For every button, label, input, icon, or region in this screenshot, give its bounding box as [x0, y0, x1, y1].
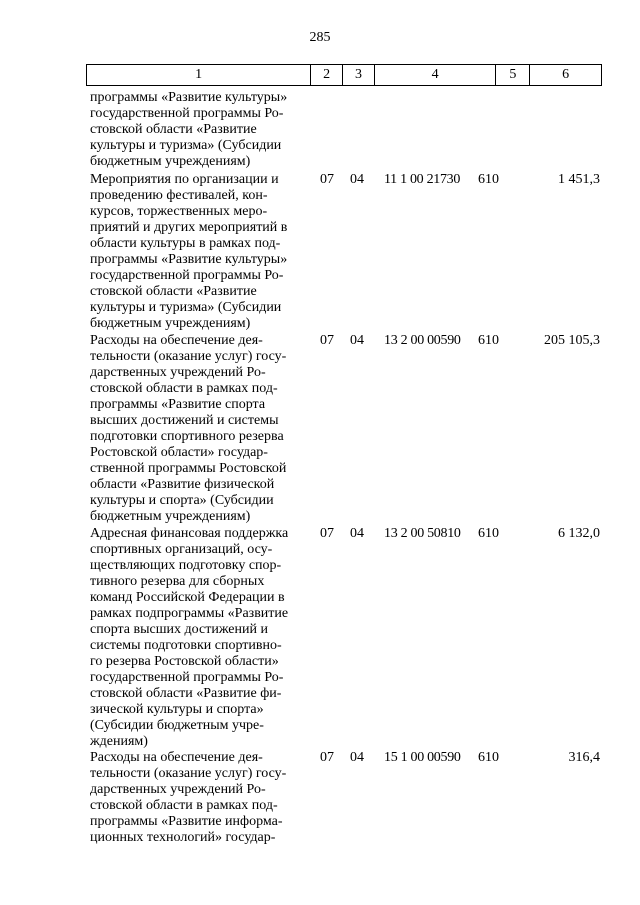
page-number: 285 — [309, 30, 331, 45]
column-header-3: 3 — [342, 65, 374, 85]
row-description: Мероприятия по организации и проведению фестивалей, кон- курсов, торжественных меро- приятий и других мероприятий в области культуры в рамках под- программы «Развитие культуры» государственной программы Ро- стовской области «Развитие культуры и туризма» (Субсидии бюджетным учреждениям) — [90, 172, 288, 331]
section-code: 07 — [320, 750, 334, 765]
section-code: 07 — [320, 526, 334, 541]
row-description: программы «Развитие культуры» государственной программы Ро- стовской области «Развитие культуры и туризма» (Субсидии бюджетным учреждениям) — [90, 90, 288, 169]
section-code: 07 — [320, 172, 334, 187]
amount-value: 205 105,3 — [544, 333, 600, 348]
expense-type-code: 610 — [478, 526, 499, 541]
column-header-4: 4 — [374, 65, 496, 85]
column-header-1: 1 — [195, 67, 203, 82]
row-description: Расходы на обеспечение дея- тельности (оказание услуг) госу- дарственных учреждений Ро- стовской области в рамках под- программы «Развитие спорта высших достижений и системы подготовки спортивного резерва Ростовской области» государ- ственной программы Ростовской области «Развитие физической культуры и спорта» (Субсидии бюджетным учреждениям) — [90, 333, 287, 524]
target-article-code: 13 2 00 50810 — [384, 526, 461, 541]
section-code: 07 — [320, 333, 334, 348]
target-article-code: 13 2 00 00590 — [384, 333, 461, 348]
amount-value: 316,4 — [568, 750, 600, 765]
amount-value: 1 451,3 — [558, 172, 600, 187]
target-article-code: 15 1 00 00590 — [384, 750, 461, 765]
amount-value: 6 132,0 — [558, 526, 600, 541]
column-header-6: 6 — [529, 65, 601, 85]
expense-type-code: 610 — [478, 172, 499, 187]
column-header-5: 5 — [495, 65, 529, 85]
subsection-code: 04 — [350, 172, 364, 187]
expense-type-code: 610 — [478, 333, 499, 348]
expense-type-code: 610 — [478, 750, 499, 765]
subsection-code: 04 — [350, 750, 364, 765]
row-description: Адресная финансовая поддержка спортивных организаций, осу- ществляющих подготовку спор- тивного резерва для сборных команд Российской Федерации в рамках подпрограммы «Развитие спорта высших достижений и системы подготовки спортивно- го резерва Ростовской области» государственной программы Ро- стовской области «Развитие фи- зической культуры и спорта» (Субсидии бюджетным учре- ждениям) — [90, 526, 289, 749]
row-description: Расходы на обеспечение дея- тельности (оказание услуг) госу- дарственных учреждений Ро- стовской области в рамках под- программы «Развитие информа- ционных технологий» государ- — [90, 750, 287, 845]
subsection-code: 04 — [350, 333, 364, 348]
target-article-code: 11 1 00 21730 — [384, 172, 461, 187]
column-header-2: 2 — [310, 65, 342, 85]
table-header — [86, 64, 602, 86]
subsection-code: 04 — [350, 526, 364, 541]
